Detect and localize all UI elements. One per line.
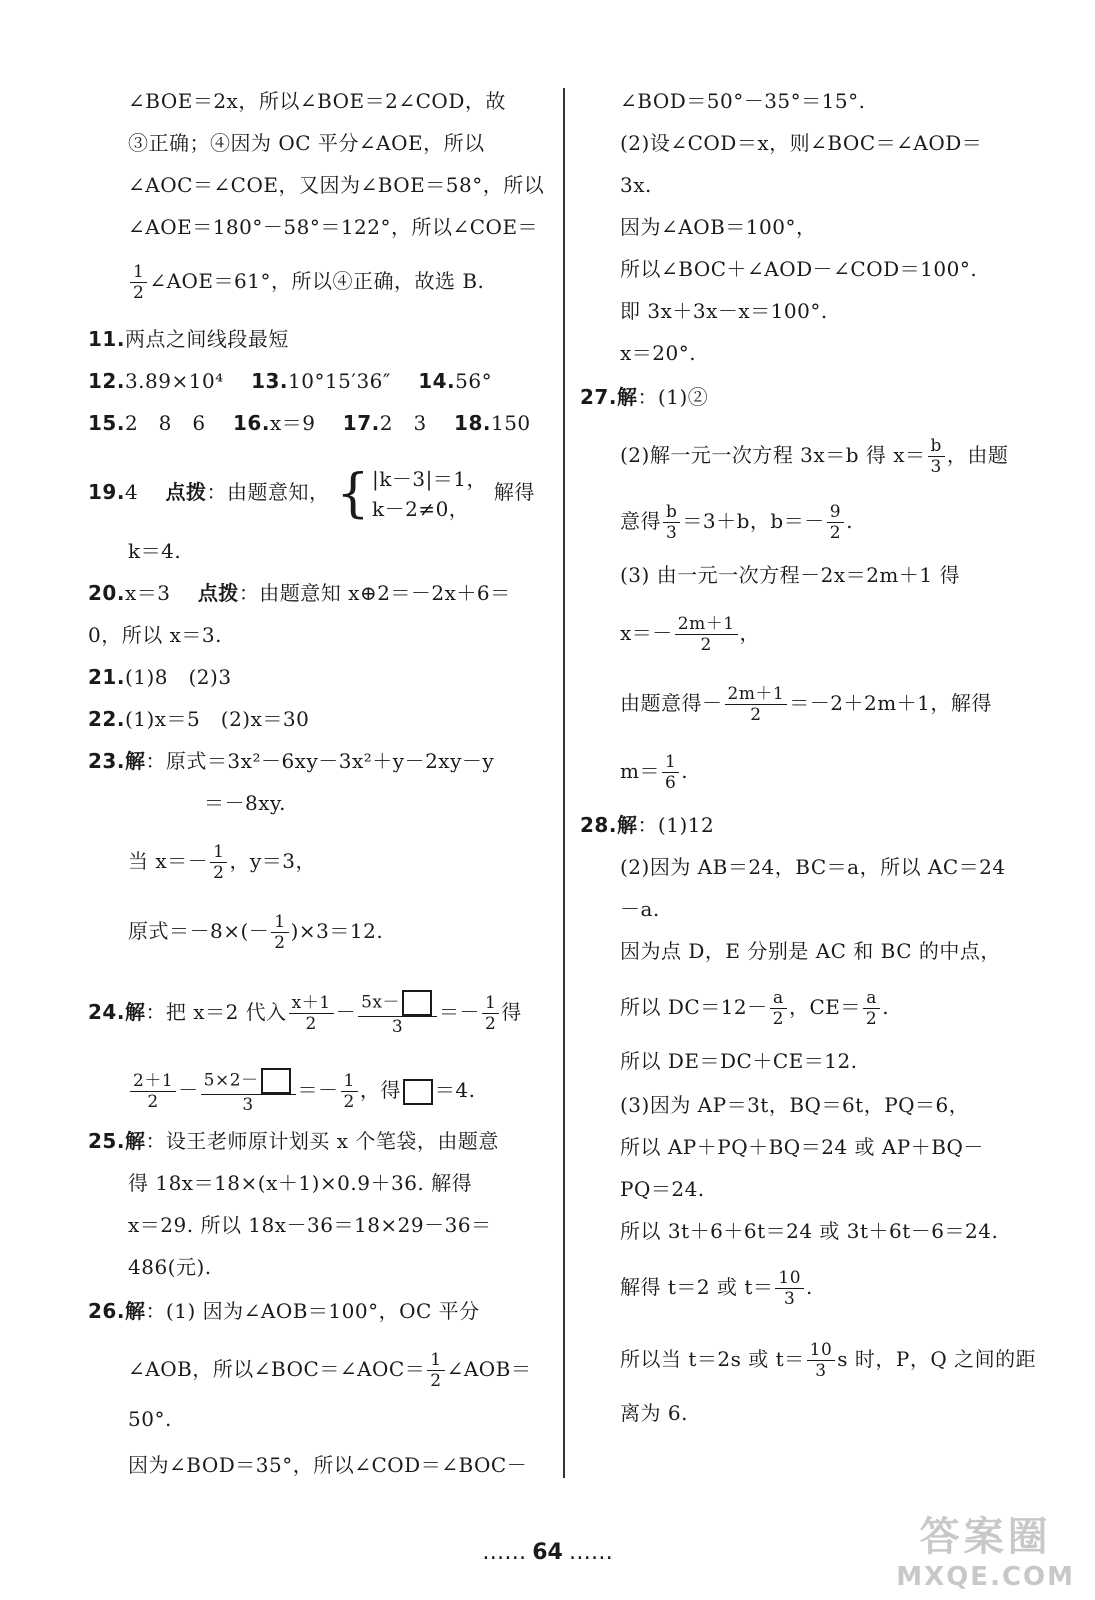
text-line: 3x. [620,173,652,197]
text-line: 486(元). [128,1255,212,1279]
text-line: ∠BOD＝50°－35°＝15°. [620,89,866,113]
answer-23: 23.解：原式＝3x²－6xy－3x²＋y－2xy－y [88,749,495,773]
text-line: 原式＝－8×(－ $\frac{1}{2}$ )×3＝12. [128,912,384,953]
answer-22: 22.(1)x＝5 (2)x＝30 [88,707,310,731]
text-line: ∠AOB，所以∠BOC＝∠AOC＝ $\frac{1}{2}$ ∠AOB＝ [128,1350,532,1391]
answer-25: 25.解：设王老师原计划买 x 个笔袋，由题意 [88,1129,499,1153]
footer-dots: …… [482,1540,527,1565]
text-line: －a. [620,897,660,921]
text-line: x＝－ $\frac{2m+1}{2}$ ， [620,614,761,655]
fraction: $\frac{1}{2}$ [271,912,288,953]
text-line: k＝4. [128,539,182,563]
answer-26: 26.解：(1) 因为∠AOB＝100°，OC 平分 [88,1299,480,1323]
text-line: 得 18x＝18×(x＋1)×0.9＋36. 解得 [128,1171,473,1195]
footer-dots: …… [568,1540,613,1565]
text-line: ＝－8xy. [204,791,287,815]
text-line: 0，所以 x＝3. [88,623,222,647]
text-line: 所以 AP＋PQ＋BQ＝24 或 AP＋BQ－ [620,1135,984,1159]
text-line: 所以∠BOC＋∠AOD－∠COD＝100°. [620,257,978,281]
answer-28: 28.解：(1)12 [580,813,715,837]
answer-21: 21.(1)8 (2)3 [88,665,232,689]
fraction: $\frac{9}{2}$ [827,502,844,543]
answer-15-18: 15.2 8 6 16.x＝9 17.2 3 18.150 [88,411,531,435]
fraction: $\frac{2m+1}{2}$ [725,684,788,725]
answer-24: 24.解：把 x＝2 代入 $\frac{x+1}{2}$ － $\frac{5x-}{3}$ ＝－ $\frac{1}{2}$ 得 [88,990,556,1037]
text-line: 由题意得－ $\frac{2m+1}{2}$ ＝－2＋2m＋1，解得 [620,684,992,725]
answer-19: 19.4 点拨：由题意知， { |k－3|＝1， k－2≠0， 解得 [88,463,535,524]
fraction: $\frac{x+1}{2}$ [289,993,334,1034]
fraction: $\frac{10}{3}$ [775,1268,804,1309]
text-line: 意得 $\frac{b}{3}$ ＝3＋b，b＝－ $\frac{9}{2}$ . [620,502,853,543]
answer-11: 11.两点之间线段最短 [88,327,289,351]
fraction: $\frac{a}{2}$ [863,988,880,1029]
text-line: m＝ $\frac{1}{6}$ . [620,752,689,793]
fraction: $\frac{5x-}{3}$ [358,990,437,1037]
fraction: $\frac{a}{2}$ [770,988,787,1029]
text-line: 所以 DC＝12－ $\frac{a}{2}$ ，CE＝ $\frac{a}{2}$ . [620,988,890,1029]
page-number: 64 [532,1540,563,1565]
text-line: 因为∠AOB＝100°， [620,215,817,239]
fraction: $\frac{1}{2}$ [341,1071,358,1112]
text-line: 离为 6. [620,1401,688,1425]
text-line: 因为∠BOD＝35°，所以∠COD＝∠BOC－ [128,1453,528,1477]
text-line: (2)因为 AB＝24，BC＝a，所以 AC＝24 [620,855,1006,879]
answer-12-14: 12.3.89×10⁴ 13.10°15′36″ 14.56° [88,369,493,393]
answer-20: 20.x＝3 点拨：由题意知 x⊕2＝－2x＋6＝ [88,581,511,605]
text-line: ③正确；④因为 OC 平分∠AOE，所以 [128,131,485,155]
text-line: 即 3x＋3x－x＝100°. [620,299,828,323]
fraction: $\frac{10}{3}$ [807,1340,836,1381]
fraction: $\frac{1}{6}$ [662,752,679,793]
text-line: x＝20°. [620,341,697,365]
column-divider [563,88,565,1478]
text-line: 所以当 t＝2s 或 t＝ $\frac{10}{3}$ s 时，P，Q 之间的距 [620,1340,1037,1381]
text-line: ∠BOE＝2x，所以∠BOE＝2∠COD，故 [128,89,506,113]
text-line: 50°. [128,1407,172,1431]
fraction: $\frac{b}{3}$ [663,502,680,543]
text-line: 所以 DE＝DC＋CE＝12. [620,1049,858,1073]
fraction: $\frac{b}{3}$ [928,436,945,477]
text-line: 当 x＝－ $\frac{1}{2}$ ，y＝3， [128,842,316,883]
blank-box [403,1079,433,1105]
blank-box [402,990,432,1016]
fraction: $\frac{5\times 2-}{3}$ [201,1068,296,1115]
fraction: $\frac{1}{2}$ [210,842,227,883]
fraction: $\frac{2m+1}{2}$ [675,614,738,655]
text-line: (2)设∠COD＝x，则∠BOC＝∠AOD＝ [620,131,983,155]
fraction: $\frac{1}{2}$ [130,262,147,303]
text-line: (3) 由一元一次方程－2x＝2m＋1 得 [620,563,960,587]
watermark [896,1505,1075,1592]
answer-27: 27.解：(1)② [580,385,709,409]
text-line: $\frac{2+1}{2}$ － $\frac{5\times 2-}{3}$ ＝－ $\frac{1}{2}$ ，得 ＝4. [88,1068,556,1115]
watermark-logo: 答案圈 [919,1514,1052,1560]
fraction: $\frac{1}{2}$ [482,993,499,1034]
text-line: 因为点 D，E 分别是 AC 和 BC 的中点， [620,939,1001,963]
fraction: $\frac{1}{2}$ [427,1350,444,1391]
fraction: $\frac{2+1}{2}$ [130,1071,176,1112]
blank-box [261,1068,291,1094]
text-line: 所以 3t＋6＋6t＝24 或 3t＋6t－6＝24. [620,1219,999,1243]
text-line: ∠AOE＝180°－58°＝122°，所以∠COE＝ [128,215,539,239]
brace-icon: { [336,463,370,524]
text-line: (2)解一元一次方程 3x＝b 得 x＝ $\frac{b}{3}$ ，由题 [620,436,1009,477]
text-line: $\frac{1}{2}$ ∠AOE＝61°，所以④正确，故选 B. [88,262,556,303]
equation-system: { |k－3|＝1， k－2≠0， [336,463,488,524]
text-line: (3)因为 AP＝3t，BQ＝6t，PQ＝6， [620,1093,970,1117]
text-line: 解得 t＝2 或 t＝ $\frac{10}{3}$ . [620,1268,813,1309]
text-line: ∠AOC＝∠COE，又因为∠BOE＝58°，所以 [128,173,545,197]
text-line: x＝29. 所以 18x－36＝18×29－36＝ [128,1213,492,1237]
watermark-url: MXQE.COM [896,1562,1075,1592]
text-line: PQ＝24. [620,1177,705,1201]
